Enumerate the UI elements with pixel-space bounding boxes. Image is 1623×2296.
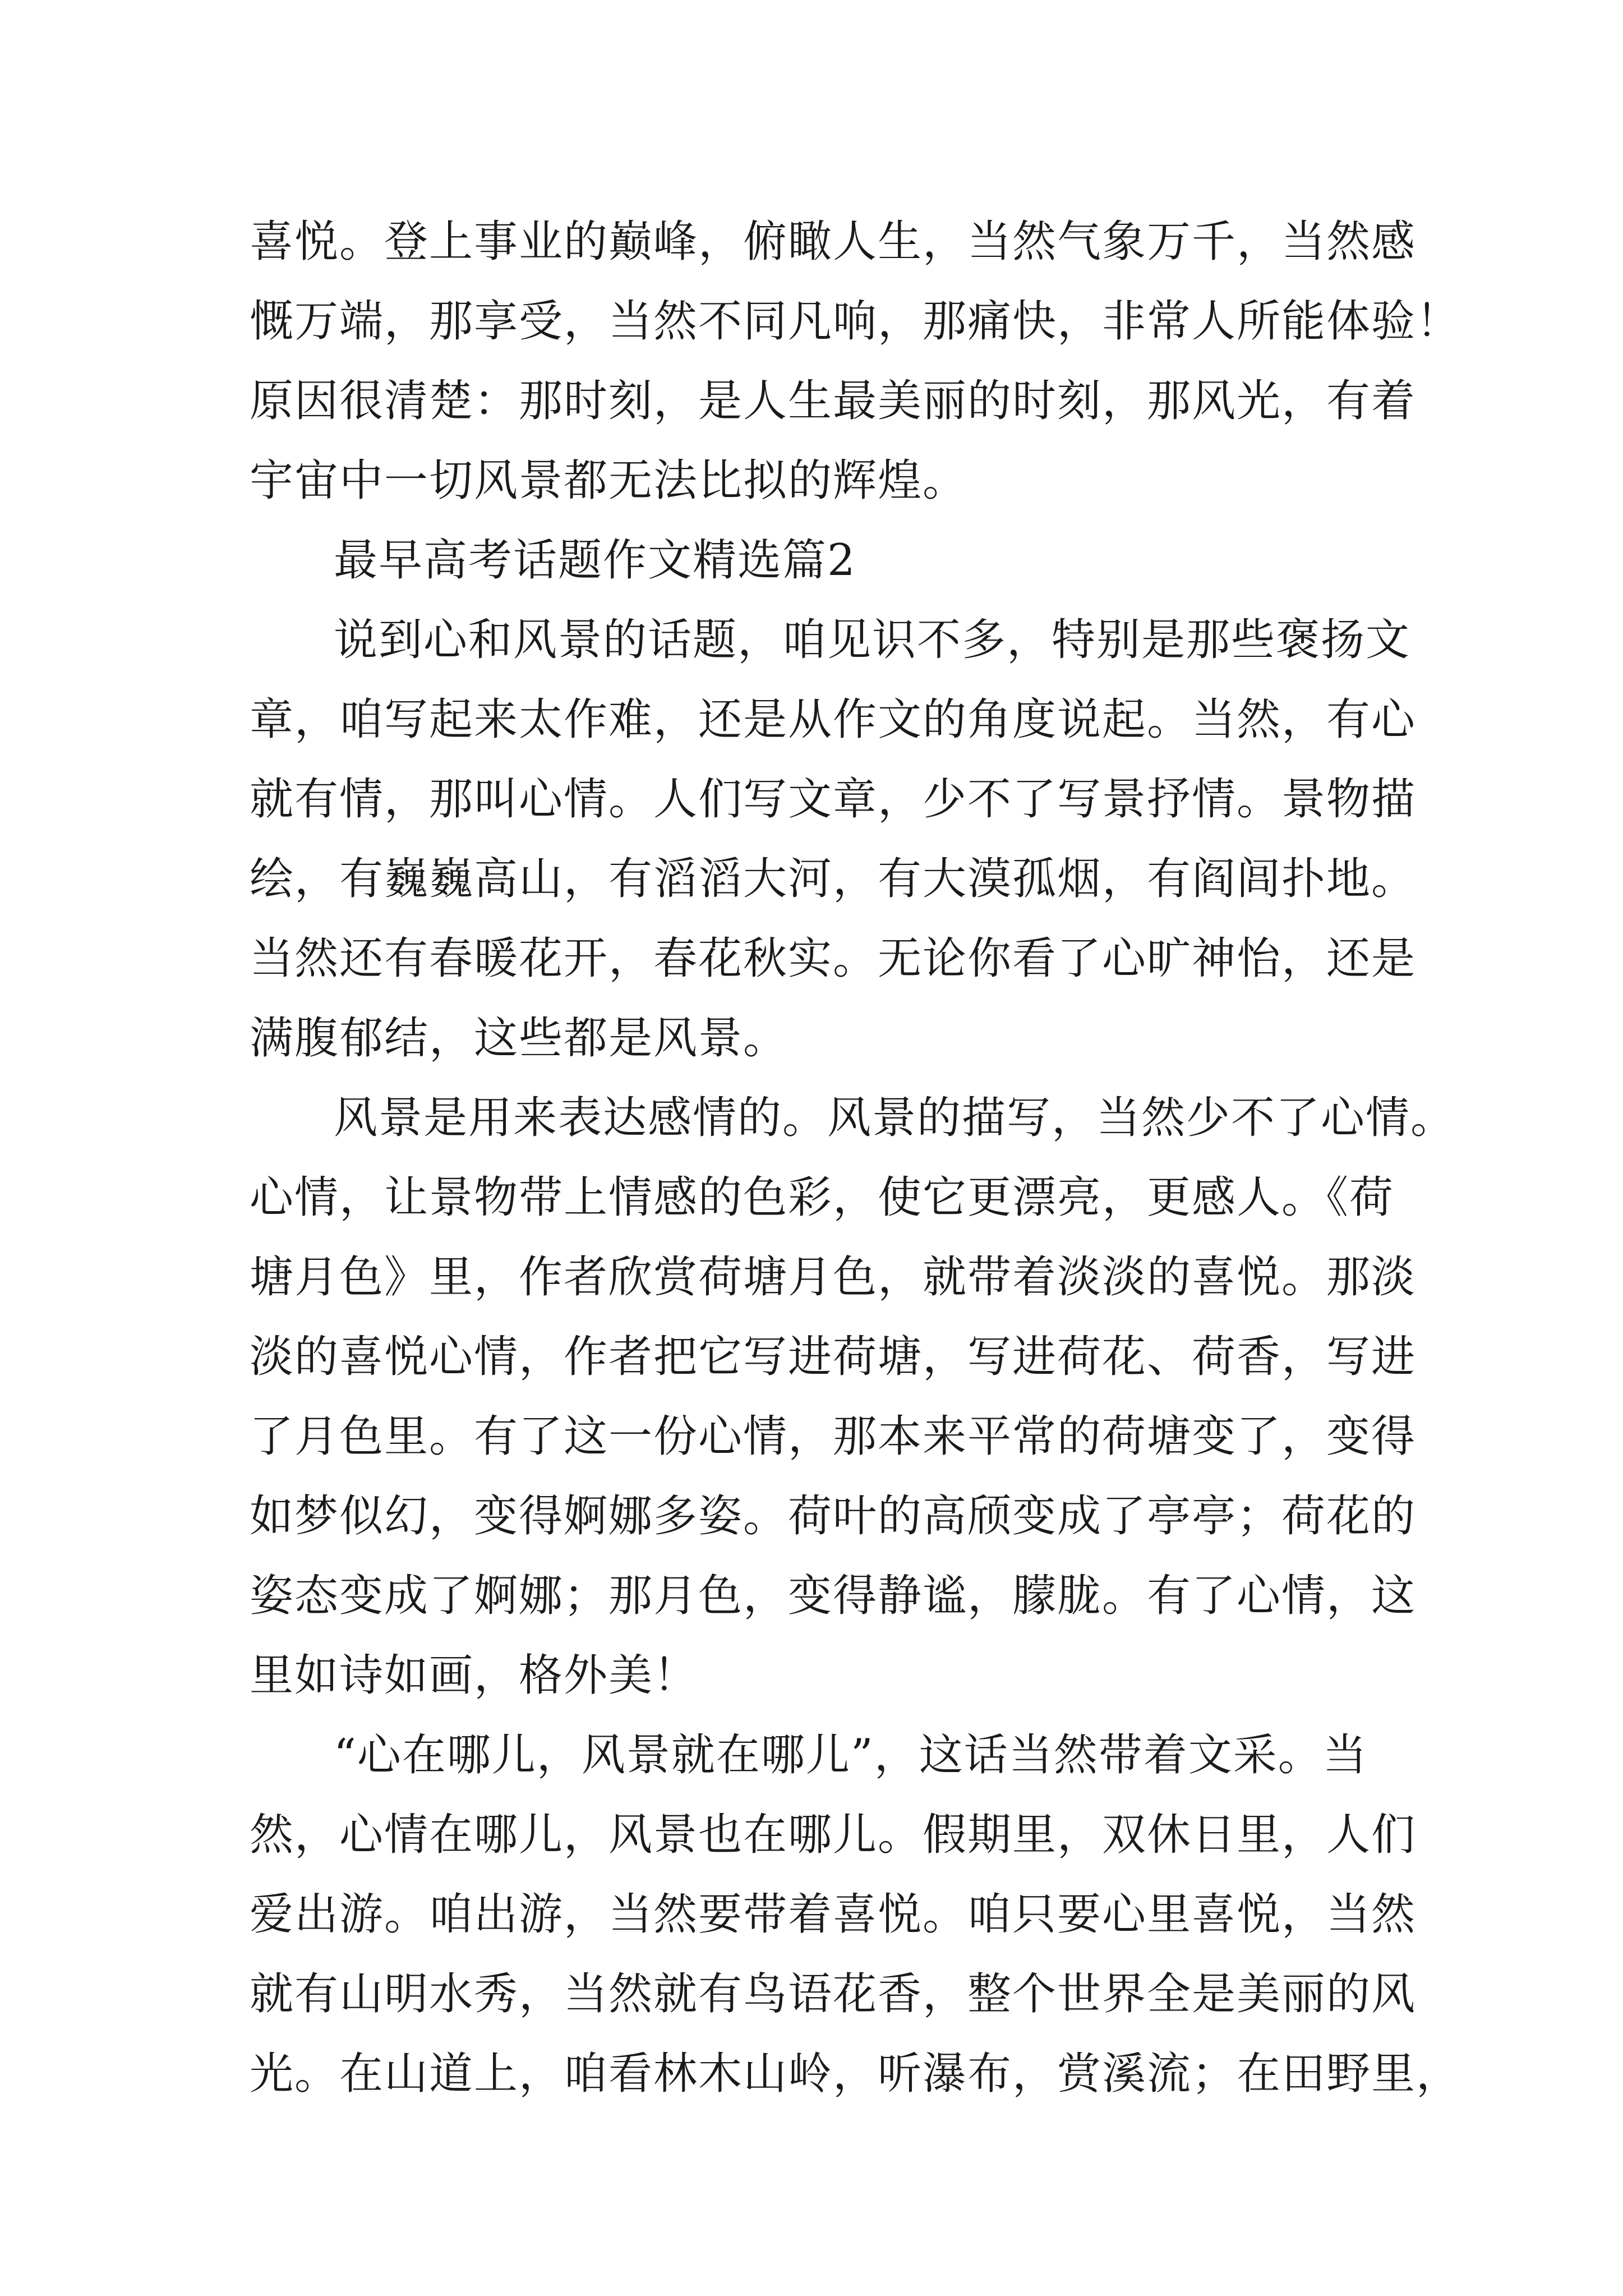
text-line: “心在哪儿，风景就在哪儿”，这话当然带着文采。当 xyxy=(334,1730,1368,1780)
text-line: 就有情，那叫心情。人们写文章，少不了写景抒情。景物描 xyxy=(250,774,1417,825)
text-line: 风景是用来表达感情的。风景的描写，当然少不了心情。 xyxy=(334,1093,1456,1143)
text-line: 心情，让景物带上情感的色彩，使它更漂亮，更感人。《荷 xyxy=(250,1172,1395,1223)
text-line: 章，咱写起来太作难，还是从作文的角度说起。当然，有心 xyxy=(250,694,1417,745)
text-line: 绘，有巍巍高山，有滔滔大河，有大漠孤烟，有阎闾扑地。 xyxy=(250,854,1417,904)
text-line: 原因很清楚：那时刻，是人生最美丽的时刻，那风光，有着 xyxy=(250,376,1417,426)
text-line: 爱出游。咱出游，当然要带着喜悦。咱只要心里喜悦，当然 xyxy=(250,1889,1417,1940)
text-line: 光。在山道上，咱看林木山岭，听瀑布，赏溪流；在田野里， xyxy=(250,2049,1461,2099)
essay-text xyxy=(250,202,1461,2114)
text-line: 然，心情在哪儿，风景也在哪儿。假期里，双休日里，人们 xyxy=(250,1810,1417,1860)
text-line: 喜悦。登上事业的巅峰，俯瞰人生，当然气象万千，当然感 xyxy=(250,217,1417,267)
text-line: 塘月色》里，作者欣赏荷塘月色，就带着淡淡的喜悦。那淡 xyxy=(250,1252,1417,1303)
section-heading: 最早高考话题作文精选篇2 xyxy=(334,535,856,586)
text-line: 就有山明水秀，当然就有鸟语花香，整个世界全是美丽的风 xyxy=(250,1969,1417,2019)
text-line: 如梦似幻，变得婀娜多姿。荷叶的高颀变成了亭亭；荷花的 xyxy=(250,1491,1417,1542)
text-line: 姿态变成了婀娜；那月色，变得静谧，朦胧。有了心情，这 xyxy=(250,1571,1417,1621)
text-line: 里如诗如画，格外美！ xyxy=(250,1650,699,1701)
text-line: 了月色里。有了这一份心情，那本来平常的荷塘变了，变得 xyxy=(250,1411,1417,1462)
text-line: 说到心和风景的话题，咱见识不多，特别是那些褒扬文 xyxy=(334,615,1411,665)
text-line: 满腹郁结，这些都是风景。 xyxy=(250,1013,789,1064)
text-line: 慨万端，那享受，当然不同凡响，那痛快，非常人所能体验！ xyxy=(250,296,1461,347)
text-line: 当然还有春暖花开，春花秋实。无论你看了心旷神怡，还是 xyxy=(250,933,1417,984)
text-line: 宇宙中一切风景都无法比拟的辉煌。 xyxy=(250,455,968,506)
text-line: 淡的喜悦心情，作者把它写进荷塘，写进荷花、荷香，写进 xyxy=(250,1332,1417,1382)
